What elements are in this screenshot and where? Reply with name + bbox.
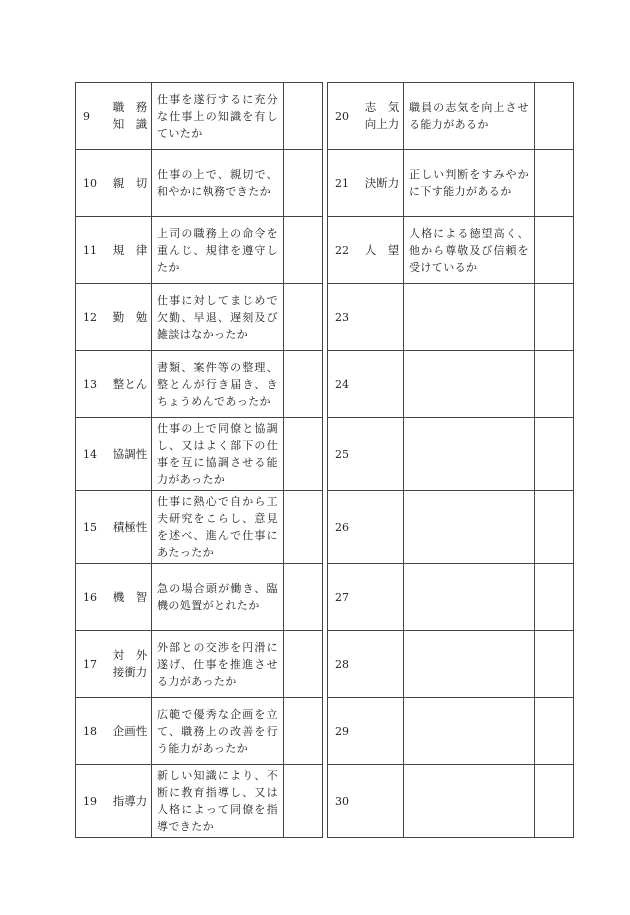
item-number: 19 <box>76 765 110 838</box>
item-name <box>361 698 404 765</box>
item-description: 仕事の上で同僚と協調し、又はよく部下の仕事を互に協調させる能力があったか <box>152 418 284 491</box>
table-row <box>76 631 574 698</box>
score-cell[interactable] <box>284 284 323 351</box>
item-description: 上司の職務上の命令を重んじ、規律を遵守したか <box>152 217 284 284</box>
item-number: 26 <box>328 491 362 564</box>
item-name-line1: 志 気 <box>364 100 400 114</box>
item-number: 20 <box>328 83 362 150</box>
score-cell[interactable] <box>535 491 574 564</box>
score-cell[interactable] <box>535 418 574 491</box>
item-name <box>109 491 152 564</box>
item-description: 仕事の上で、親切で、和やかに執務できたか <box>152 150 284 217</box>
item-description <box>404 491 535 564</box>
item-name <box>109 418 152 491</box>
item-name-line2: 知 識 <box>112 117 148 131</box>
item-name-line1: 機 智 <box>112 589 148 604</box>
item-name <box>361 491 404 564</box>
item-name-line1: 対 外 <box>112 648 148 662</box>
item-name <box>109 351 152 418</box>
table-row <box>76 217 574 284</box>
item-name <box>109 765 152 838</box>
item-description <box>404 698 535 765</box>
score-cell[interactable] <box>284 217 323 284</box>
score-cell[interactable] <box>535 83 574 150</box>
table-row <box>76 765 574 838</box>
item-name <box>361 217 404 284</box>
item-number: 11 <box>76 217 110 284</box>
item-name <box>361 150 404 217</box>
item-name <box>109 83 152 150</box>
score-cell[interactable] <box>535 765 574 838</box>
item-number: 16 <box>76 564 110 631</box>
item-description: 職員の志気を向上させる能力があるか <box>404 83 535 150</box>
item-description: 広範で優秀な企画を立て、職務上の改善を行う能力があったか <box>152 698 284 765</box>
item-number: 21 <box>328 150 362 217</box>
table-row <box>76 418 574 491</box>
score-cell[interactable] <box>535 284 574 351</box>
table-row <box>76 564 574 631</box>
table-row <box>76 83 574 150</box>
item-number: 25 <box>328 418 362 491</box>
item-number: 28 <box>328 631 362 698</box>
evaluation-table <box>75 82 574 838</box>
score-cell[interactable] <box>535 698 574 765</box>
item-number: 30 <box>328 765 362 838</box>
score-cell[interactable] <box>284 631 323 698</box>
item-name <box>109 564 152 631</box>
item-number: 18 <box>76 698 110 765</box>
score-cell[interactable] <box>535 150 574 217</box>
item-name-line1: 企画性 <box>112 723 148 738</box>
item-name <box>361 631 404 698</box>
item-description <box>404 765 535 838</box>
item-number: 9 <box>76 83 110 150</box>
score-cell[interactable] <box>284 491 323 564</box>
score-cell[interactable] <box>284 698 323 765</box>
item-description: 仕事を遂行するに充分な仕事上の知識を有していたか <box>152 83 284 150</box>
item-name-line1: 指導力 <box>112 793 148 808</box>
score-cell[interactable] <box>284 765 323 838</box>
item-description: 書類、案件等の整理、整とんが行き届き、きちょうめんであったか <box>152 351 284 418</box>
score-cell[interactable] <box>284 83 323 150</box>
score-cell[interactable] <box>284 418 323 491</box>
score-cell[interactable] <box>535 631 574 698</box>
item-number: 14 <box>76 418 110 491</box>
item-name <box>361 351 404 418</box>
item-description: 仕事に熱心で自から工夫研究をこらし、意見を述べ、進んで仕事にあたったか <box>152 491 284 564</box>
item-name <box>109 631 152 698</box>
item-description <box>404 351 535 418</box>
item-name-line1: 親 切 <box>112 175 148 190</box>
item-name-line1: 勤 勉 <box>112 309 148 324</box>
item-description <box>404 564 535 631</box>
item-description <box>404 631 535 698</box>
item-number: 23 <box>328 284 362 351</box>
item-number: 29 <box>328 698 362 765</box>
item-description <box>404 284 535 351</box>
item-number: 24 <box>328 351 362 418</box>
item-name-line1: 整とん <box>112 376 148 391</box>
item-description: 外部との交渉を円滑に遂げ、仕事を推進させる力があったか <box>152 631 284 698</box>
item-name-line2: 向上力 <box>364 117 400 131</box>
item-number: 17 <box>76 631 110 698</box>
item-name <box>109 150 152 217</box>
score-cell[interactable] <box>535 351 574 418</box>
score-cell[interactable] <box>284 150 323 217</box>
evaluation-table-body <box>76 83 574 838</box>
item-number: 15 <box>76 491 110 564</box>
item-name-line1: 決断力 <box>364 175 400 190</box>
item-description: 正しい判断をすみやかに下す能力があるか <box>404 150 535 217</box>
item-number: 10 <box>76 150 110 217</box>
item-description: 仕事に対してまじめで欠勤、早退、遅刻及び雑談はなかったか <box>152 284 284 351</box>
table-row <box>76 491 574 564</box>
item-number: 12 <box>76 284 110 351</box>
table-row <box>76 698 574 765</box>
item-name <box>361 765 404 838</box>
item-name-line2: 接衝力 <box>112 665 148 679</box>
item-description: 急の場合頭が働き、臨機の処置がとれたか <box>152 564 284 631</box>
item-name <box>361 564 404 631</box>
item-name <box>361 284 404 351</box>
item-name <box>109 284 152 351</box>
item-description: 新しい知識により、不断に教育指導し、又は人格によって同僚を指導できたか <box>152 765 284 838</box>
item-description: 人格による徳望高く、他から尊敬及び信頼を受けているか <box>404 217 535 284</box>
table-row <box>76 284 574 351</box>
item-name-line1: 人 望 <box>364 242 400 257</box>
item-number: 27 <box>328 564 362 631</box>
item-name-line1: 協調性 <box>112 446 148 461</box>
item-name <box>361 418 404 491</box>
item-description <box>404 418 535 491</box>
item-name <box>109 217 152 284</box>
score-cell[interactable] <box>284 351 323 418</box>
item-number: 13 <box>76 351 110 418</box>
score-cell[interactable] <box>284 564 323 631</box>
item-name-line1: 職 務 <box>112 100 148 114</box>
item-name <box>361 83 404 150</box>
score-cell[interactable] <box>535 564 574 631</box>
item-name-line1: 積極性 <box>112 519 148 534</box>
table-row <box>76 351 574 418</box>
item-name <box>109 698 152 765</box>
score-cell[interactable] <box>535 217 574 284</box>
item-number: 22 <box>328 217 362 284</box>
item-name-line1: 規 律 <box>112 242 148 257</box>
table-row <box>76 150 574 217</box>
